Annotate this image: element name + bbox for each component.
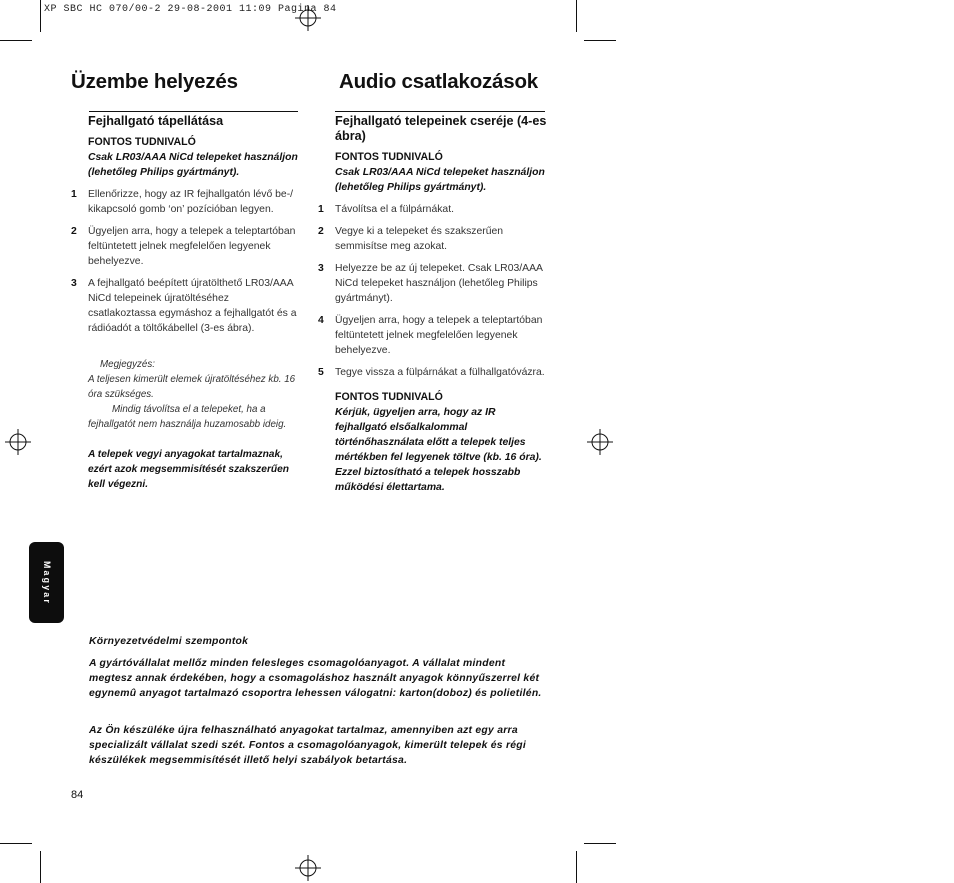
registration-mark-left [5,429,31,455]
right-section-rule [335,111,545,112]
right-steps-list [318,202,548,380]
important-text-2: Kérjük, ügyeljen arra, hogy az IR fejhallgató elsőalkalommal történőhasználata előtt a telepek teljes mértékben fel legyenek töltve (kb. 16 óra). Ezzel biztosítható a telepek hosszabb működési élettartama. [335,407,542,493]
note-label: Megjegyzés: [100,359,155,370]
right-section-title: Fejhallgató telepeinek cseréje (4-es ábra) [335,114,547,143]
warning-text: A telepek vegyi anyagokat tartalmaznak, ezért azok megsemmisítését szakszerűen kell végezni. [88,449,290,490]
list-item: 1 Ellenőrizze, hogy az IR fejhallgatón lévő be-/ kikapcsoló gomb ‘on’ pozícióban legyen. [71,189,294,215]
left-steps-list [71,187,299,336]
right-page-title: Audio csatlakozások [339,70,538,93]
list-item: 1 Távolítsa el a fülpárnákat. [318,204,454,215]
important-text: Csak LR03/AAA NiCd telepeket használjon (lehetőleg Philips gyártmányt). [335,167,545,193]
environment-paragraph-1: A gyártóvállalat mellőz minden felesleges csomagolóanyagot. A vállalat mindent megtesz annak érdekében, hogy a csomagoláshoz használt anyagok könnyűszerrel két egynemû anyagot tartalmazó csoportra lehessen válogatni: karton(doboz) és polietilén. [89,658,542,699]
environment-paragraph-2: Az Ön készüléke újra felhasználható anyagokat tartalmaz, amennyiben azt egy arra specializált vállalat szedi szét. Fontos a csomagolóanyagok, kimerült telepek és régi készülékek megsemmisítését illető helyi szabályok betartása. [89,725,527,766]
left-page-title: Üzembe helyezés [71,70,238,93]
list-item: 3 A fejhallgató beépített újratölthető LR03/AAA NiCd telepeinek újratöltéséhez csatlakoztassa egymáshoz a fejhallgatót és a rádióadót a töltőkábellel (3-es ábra). [71,278,297,334]
list-item: 3 Helyezze be az új telepeket. Csak LR03/AAA NiCd telepeket használjon (lehetőleg Philips gyártmányt). [318,263,543,304]
print-header: XP SBC HC 070/00-2 29-08-2001 11:09 Pagina 84 [44,4,337,15]
list-item: 5 Tegye vissza a fülpárnákat a fülhallgatóvázra. [318,367,545,378]
important-label: FONTOS TUDNIVALÓ [335,151,443,163]
language-tab-label: Magyar [42,560,52,605]
environment-title: Környezetvédelmi szempontok [89,636,249,647]
registration-mark-top [295,5,321,31]
list-item: 2 Ügyeljen arra, hogy a telepek a teleptartóban feltüntetett jelnek megfelelően legyenek behelyezve. [71,226,296,267]
registration-mark-bottom [295,855,321,881]
important-label: FONTOS TUDNIVALÓ [88,136,196,148]
list-item: 4 Ügyeljen arra, hogy a telepek a teleptartóban feltüntetett jelnek megfelelően legyenek behelyezve. [318,315,543,356]
note-text-2: Mindig távolítsa el a telepeket, ha a fejhallgatót nem használja huzamosabb ideig. [88,404,287,430]
left-column [71,114,299,492]
left-section-rule [89,111,298,112]
note-text-1: A teljesen kimerült elemek újratöltéséhez kb. 16 óra szükséges. [88,374,296,400]
important-text: Csak LR03/AAA NiCd telepeket használjon (lehetőleg Philips gyártmányt). [88,152,298,178]
right-column [318,114,548,495]
important-label-2: FONTOS TUDNIVALÓ [335,391,443,403]
left-section-title: Fejhallgató tápellátása [88,114,224,128]
page-number: 84 [71,789,84,801]
list-item: 2 Vegye ki a telepeket és szakszerűen semmisítse meg azokat. [318,226,504,252]
registration-mark-right [587,429,613,455]
